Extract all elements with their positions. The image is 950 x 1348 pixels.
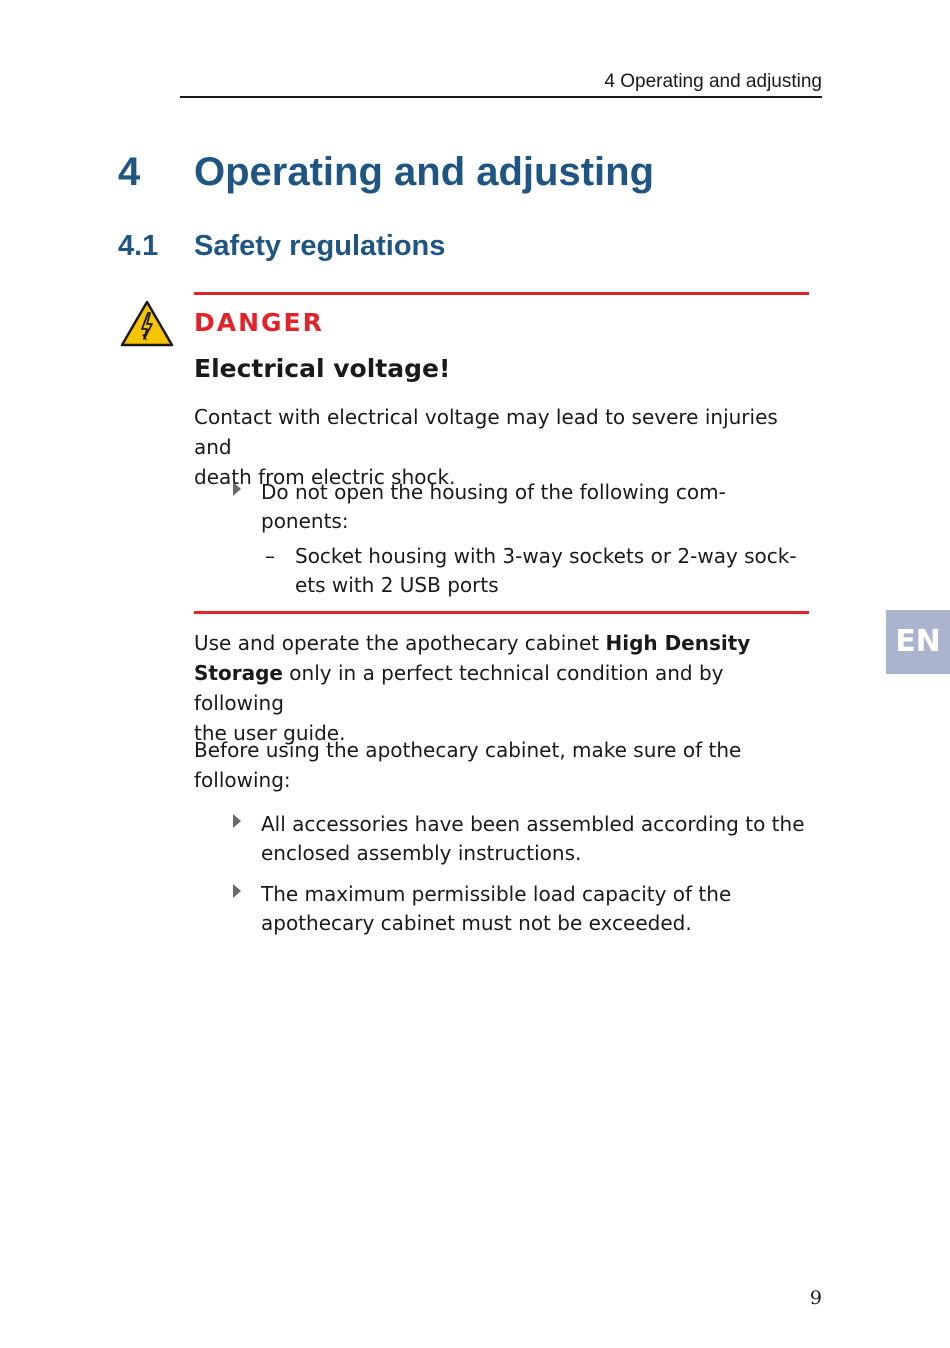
product-name-part: High Density (605, 631, 751, 655)
list-item-line: All accessories have been assembled according to the (261, 812, 805, 836)
running-header: 4 Operating and adjusting (180, 70, 822, 98)
language-tab: EN (886, 610, 950, 674)
precheck-paragraph (194, 735, 809, 795)
danger-step-line: Do not open the housing of the following com- (261, 480, 726, 504)
danger-sub-step-line: ets with 2 USB ports (295, 573, 499, 597)
danger-step (261, 478, 809, 536)
section-number: 4.1 (118, 230, 159, 262)
list-item (261, 810, 821, 868)
section-heading (118, 226, 446, 266)
precheck-line: Before using the apothecary cabinet, make sure of the (194, 738, 742, 762)
danger-text-line: death from electric shock. (194, 465, 456, 489)
danger-safety-box (194, 292, 809, 614)
list-item-line: The maximum permissible load capacity of the (261, 882, 732, 906)
danger-sub-step-line: Socket housing with 3-way sockets or 2-way sock- (295, 544, 797, 568)
danger-label: DANGER (194, 308, 324, 337)
section-title: Safety regulations (194, 230, 446, 262)
page-number: 9 (809, 1287, 822, 1309)
step-arrow-icon (233, 814, 241, 828)
danger-text-line: Contact with electrical voltage may lead to severe injuries and (194, 405, 778, 459)
usage-text: Use and operate the apothecary cabinet (194, 631, 606, 655)
step-arrow-icon (233, 482, 241, 496)
chapter-title: Operating and adjusting (194, 150, 655, 194)
danger-sub-step (265, 542, 809, 600)
product-name-part: Storage (194, 661, 283, 685)
chapter-number: 4 (118, 150, 141, 194)
step-arrow-icon (233, 884, 241, 898)
high-voltage-warning-icon (120, 299, 174, 347)
danger-step-line: ponents: (261, 509, 349, 533)
chapter-heading (118, 146, 655, 198)
list-item (261, 880, 821, 938)
usage-paragraph (194, 628, 809, 748)
precheck-line: following: (194, 768, 291, 792)
usage-text: the user guide. (194, 721, 346, 745)
list-item-line: apothecary cabinet must not be exceeded. (261, 911, 692, 935)
list-item-line: enclosed assembly instructions. (261, 841, 582, 865)
usage-text: only in a perfect technical condition and by following (194, 661, 724, 715)
dash-marker: – (265, 544, 275, 568)
usage-paragraph-lines (194, 628, 809, 748)
danger-heading: Electrical voltage! (194, 354, 451, 383)
